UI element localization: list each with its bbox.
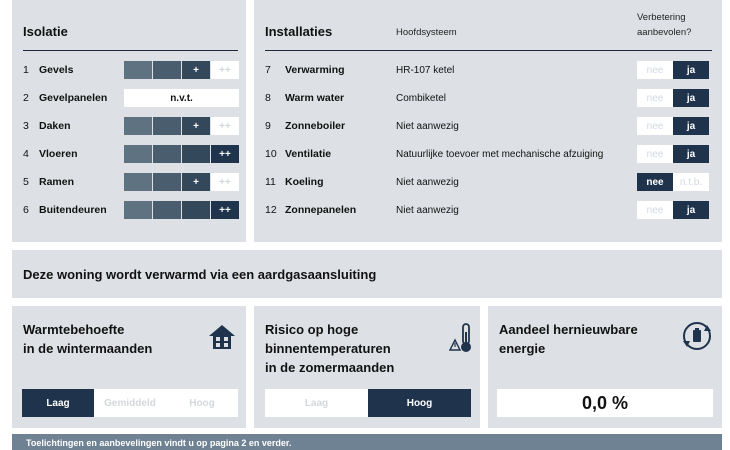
row-name: Gevelpanelen — [39, 92, 108, 104]
row-name: Ramen — [39, 176, 75, 188]
rating-segment — [124, 173, 152, 191]
rating-segment: + — [182, 173, 210, 191]
row-name: Ventilatie — [285, 148, 332, 160]
renewable-value: 0,0 % — [581, 392, 629, 413]
heat-demand-option-hoog: Hoog — [166, 389, 238, 417]
rating-segment — [124, 117, 152, 135]
main-system: HR-107 ketel — [396, 65, 455, 76]
rating-segment: ++ — [211, 145, 239, 163]
renewable-cycle-icon — [681, 320, 713, 352]
thermometer-warning-icon — [449, 322, 473, 354]
row-number: 3 — [23, 120, 29, 132]
insulation-row-label — [23, 92, 107, 104]
column-header-system: Hoofdsysteem — [396, 27, 457, 38]
row-number: 7 — [265, 64, 271, 76]
row-name: Zonnepanelen — [285, 204, 357, 216]
rating-segment — [124, 61, 152, 79]
improvement-option-nee: nee — [637, 173, 673, 191]
row-name: Buitendeuren — [39, 204, 107, 216]
insulation-rating-bar — [124, 61, 240, 79]
row-name: Koeling — [285, 176, 324, 188]
main-system: Natuurlijke toevoer met mechanische afzuiging — [396, 149, 604, 160]
row-number: 9 — [265, 120, 271, 132]
renewable-title-1: Aandeel hernieuwbare — [499, 322, 638, 337]
overheating-title-3: in de zomermaanden — [265, 360, 395, 375]
row-number: 6 — [23, 204, 29, 216]
row-number: 5 — [23, 176, 29, 188]
heat-demand-option-gemiddeld: Gemiddeld — [94, 389, 166, 417]
row-name: Daken — [39, 120, 71, 132]
improvement-toggle — [637, 173, 709, 191]
installation-row-label — [265, 176, 324, 188]
heat-demand-title-1: Warmtebehoefte — [23, 322, 125, 337]
improvement-option-nee: nee — [637, 61, 673, 79]
heat-demand-toggle — [22, 389, 238, 417]
installation-row-label — [265, 92, 344, 104]
row-name: Gevels — [39, 64, 74, 76]
insulation-rating-bar — [124, 117, 240, 135]
overheating-title-2: binnentemperaturen — [265, 341, 391, 356]
rating-segment — [153, 117, 181, 135]
rating-segment: ++ — [211, 201, 239, 219]
heat-demand-option-laag: Laag — [22, 389, 94, 417]
improvement-option-nee: nee — [637, 145, 673, 163]
insulation-row-label — [23, 64, 73, 76]
row-number: 10 — [265, 148, 277, 160]
insulation-row-label — [23, 120, 71, 132]
rating-segment: + — [182, 117, 210, 135]
row-number: 4 — [23, 148, 29, 160]
heat-demand-title-2: in de wintermaanden — [23, 341, 153, 356]
rating-segment — [153, 145, 181, 163]
improvement-option-right: ja — [673, 61, 709, 79]
rating-segment: ++ — [211, 173, 239, 191]
renewable-value-box — [497, 389, 713, 417]
row-number: 2 — [23, 92, 29, 104]
renewable-title-2: energie — [499, 341, 546, 356]
installation-row-label — [265, 120, 345, 132]
row-name: Verwarming — [285, 64, 345, 76]
rating-segment — [124, 145, 152, 163]
row-name: Warm water — [285, 92, 345, 104]
footer-band — [12, 434, 722, 450]
improvement-toggle — [637, 89, 709, 107]
improvement-option-right: n.t.b. — [673, 173, 709, 191]
rating-segment: + — [182, 61, 210, 79]
insulation-rating-bar — [124, 145, 240, 163]
rating-segment — [182, 145, 210, 163]
improvement-option-right: ja — [673, 201, 709, 219]
installations-title: Installaties — [265, 24, 333, 39]
improvement-option-right: ja — [673, 145, 709, 163]
main-system: Niet aanwezig — [396, 205, 459, 216]
improvement-option-nee: nee — [637, 89, 673, 107]
insulation-row-label — [23, 204, 107, 216]
overheating-option-laag: Laag — [265, 389, 368, 417]
row-name: Vloeren — [39, 148, 78, 160]
rating-segment — [153, 173, 181, 191]
rating-segment — [153, 201, 181, 219]
main-system: Combiketel — [396, 93, 447, 104]
house-icon — [208, 323, 236, 351]
overheating-toggle — [265, 389, 471, 417]
insulation-rating-bar — [124, 173, 240, 191]
installation-row-label — [265, 64, 345, 76]
installation-row-label — [265, 204, 356, 216]
improvement-toggle — [637, 145, 709, 163]
rating-segment — [182, 201, 210, 219]
row-name: Zonneboiler — [285, 120, 346, 132]
improvement-toggle — [637, 117, 709, 135]
not-applicable-box: n.v.t. — [124, 89, 239, 107]
main-system: Niet aanwezig — [396, 121, 459, 132]
row-number: 12 — [265, 204, 277, 216]
main-system: Niet aanwezig — [396, 177, 459, 188]
improvement-option-right: ja — [673, 89, 709, 107]
insulation-row-label — [23, 148, 78, 160]
insulation-rule — [23, 50, 238, 51]
insulation-title: Isolatie — [23, 24, 68, 39]
improvement-option-nee: nee — [637, 201, 673, 219]
improvement-toggle — [637, 201, 709, 219]
row-number: 11 — [265, 176, 276, 188]
overheating-title-1: Risico op hoge — [265, 322, 359, 337]
heating-note: Deze woning wordt verwarmd via een aardgasaansluiting — [23, 267, 377, 282]
footer-text: Toelichtingen en aanbevelingen vindt u op pagina 2 en verder. — [26, 438, 292, 448]
rating-segment: ++ — [211, 61, 239, 79]
insulation-rating-bar — [124, 201, 240, 219]
installation-row-label — [265, 148, 331, 160]
improvement-toggle — [637, 61, 709, 79]
row-number: 1 — [23, 64, 29, 76]
row-number: 8 — [265, 92, 271, 104]
improvement-option-right: ja — [673, 117, 709, 135]
improvement-option-nee: nee — [637, 117, 673, 135]
insulation-row-label — [23, 176, 74, 188]
rating-segment: ++ — [211, 117, 239, 135]
column-header-improve-1: Verbetering — [637, 12, 686, 23]
rating-segment — [124, 201, 152, 219]
installations-rule — [265, 50, 712, 51]
column-header-improve-2: aanbevolen? — [637, 27, 692, 38]
rating-segment — [153, 61, 181, 79]
overheating-option-hoog: Hoog — [368, 389, 471, 417]
